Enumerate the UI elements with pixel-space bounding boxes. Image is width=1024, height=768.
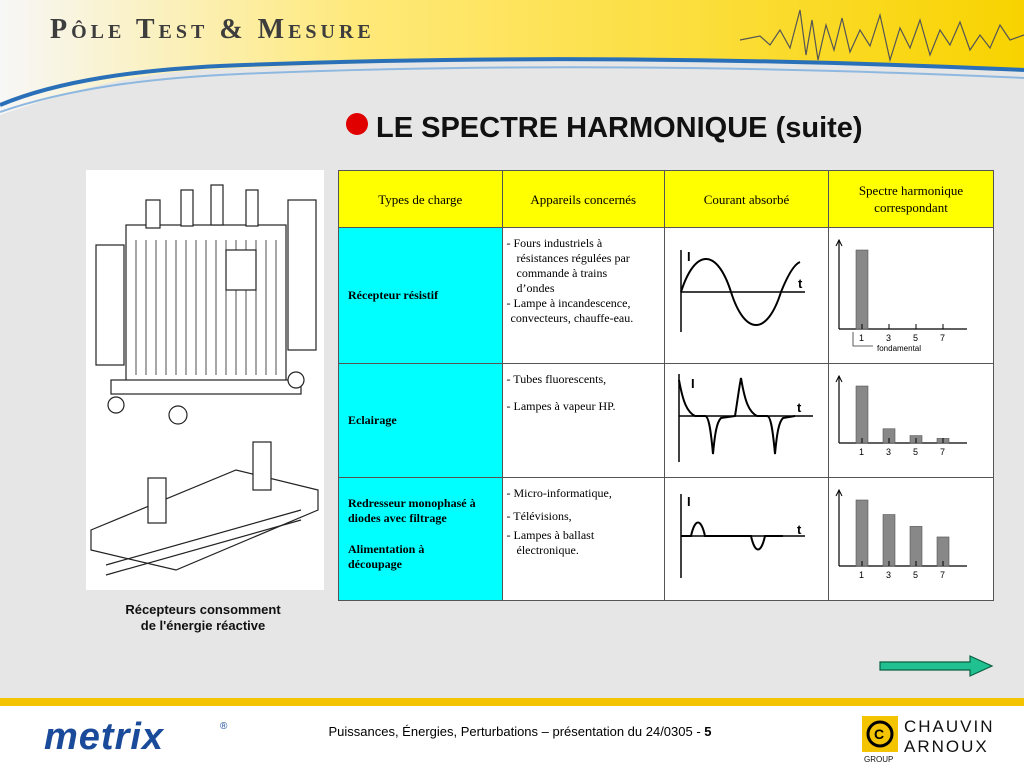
type-cell <box>339 478 503 601</box>
appareil-item: - Télévisions, <box>506 509 572 523</box>
x-tick-label: 1 <box>858 333 864 343</box>
appareil-item: - Lampe à incandescence, convecteurs, chauffe-eau. <box>506 296 634 325</box>
header-spectre: Spectre harmonique correspondant <box>828 171 993 228</box>
footer-text: Puissances, Énergies, Perturbations – présentation du 24/0305 - 5 <box>328 724 712 739</box>
x-tick-label: 3 <box>885 333 891 343</box>
equipment-illustration <box>86 170 324 590</box>
x-tick-label: 7 <box>939 447 945 457</box>
metrix-logo <box>42 717 232 753</box>
header-types: Types de charge <box>339 171 503 228</box>
spectrum-chart <box>829 228 993 359</box>
x-tick-label: 5 <box>912 447 918 457</box>
table-row <box>339 228 994 364</box>
current-axis-label: I <box>686 249 691 264</box>
spectrum-cell <box>828 478 993 601</box>
rectifier-waveform <box>665 478 828 596</box>
x-tick-label: 5 <box>912 570 918 580</box>
header-appareils: Appareils concernés <box>502 171 664 228</box>
appareils-cell <box>502 364 664 478</box>
type-label: Récepteur résistif <box>348 288 439 302</box>
x-tick-label: 1 <box>858 447 864 457</box>
fundamental-label: fondamental <box>876 344 922 353</box>
x-tick-label: 3 <box>885 447 891 457</box>
x-tick-label: 7 <box>939 333 945 343</box>
header-courant: Courant absorbé <box>664 171 828 228</box>
spectrum-chart <box>829 364 993 473</box>
footer-band <box>0 698 1024 706</box>
page-title <box>346 112 863 145</box>
spectrum-bar <box>856 386 868 443</box>
svg-text:GROUP: GROUP <box>864 755 894 764</box>
spectrum-bar <box>883 515 895 566</box>
svg-text:®: ® <box>220 721 228 732</box>
type-cell <box>339 228 503 364</box>
bullet-icon <box>346 113 368 135</box>
svg-text:I: I <box>690 376 695 391</box>
spectrum-cell <box>828 228 993 364</box>
current-waveform-cell <box>664 478 828 601</box>
type-label: Eclairage <box>348 413 397 427</box>
type-cell <box>339 364 503 478</box>
time-axis-label: t <box>797 276 803 291</box>
svg-text:t: t <box>796 400 802 415</box>
caption-line-2: de l'énergie réactive <box>140 618 266 633</box>
appareil-item: - Lampes à vapeur HP. <box>506 399 616 413</box>
appareils-cell <box>502 228 664 364</box>
appareil-item: - Micro-informatique, <box>506 486 612 500</box>
current-waveform-cell <box>664 364 828 478</box>
banner-title: Pôle Test & Mesure <box>50 14 375 45</box>
appareil-item: - Lampes à ballast électronique. <box>506 528 595 557</box>
illustration-caption <box>100 602 306 634</box>
svg-text:metrix: metrix <box>44 717 165 753</box>
x-tick-label: 5 <box>912 333 918 343</box>
appareil-item: - Fours industriels à résistances régulées par commande à trains d’ondes <box>506 236 630 295</box>
table-row <box>339 478 994 601</box>
pulse-waveform <box>665 364 828 473</box>
svg-text:CHAUVIN: CHAUVIN <box>904 717 995 736</box>
table-header-row <box>339 171 994 228</box>
page-number: 5 <box>704 724 712 739</box>
spectrum-chart <box>829 478 993 596</box>
spectrum-bar <box>856 500 868 566</box>
next-arrow-icon[interactable] <box>878 655 994 677</box>
chauvin-arnoux-logo <box>860 712 1016 764</box>
spectrum-cell <box>828 364 993 478</box>
spectrum-bar <box>910 526 922 566</box>
harmonic-table <box>338 170 994 601</box>
table-row <box>339 364 994 478</box>
x-tick-label: 7 <box>939 570 945 580</box>
caption-line-1: Récepteurs consomment <box>125 602 281 617</box>
current-waveform-cell <box>664 228 828 364</box>
spectrum-bar <box>856 250 868 329</box>
sine-waveform <box>665 228 828 359</box>
appareil-item: - Tubes fluorescents, <box>506 372 607 386</box>
type-label: Alimentation à découpage <box>348 542 425 571</box>
svg-text:t: t <box>796 522 802 537</box>
x-tick-label: 1 <box>858 570 864 580</box>
svg-text:ARNOUX: ARNOUX <box>904 737 989 756</box>
svg-text:C: C <box>874 726 885 742</box>
x-tick-label: 3 <box>885 570 891 580</box>
page-title-text: LE SPECTRE HARMONIQUE (suite) <box>376 112 863 144</box>
appareils-cell <box>502 478 664 601</box>
type-label: Redresseur monophasé à diodes avec filtrage <box>348 496 476 525</box>
svg-text:I: I <box>686 494 691 509</box>
